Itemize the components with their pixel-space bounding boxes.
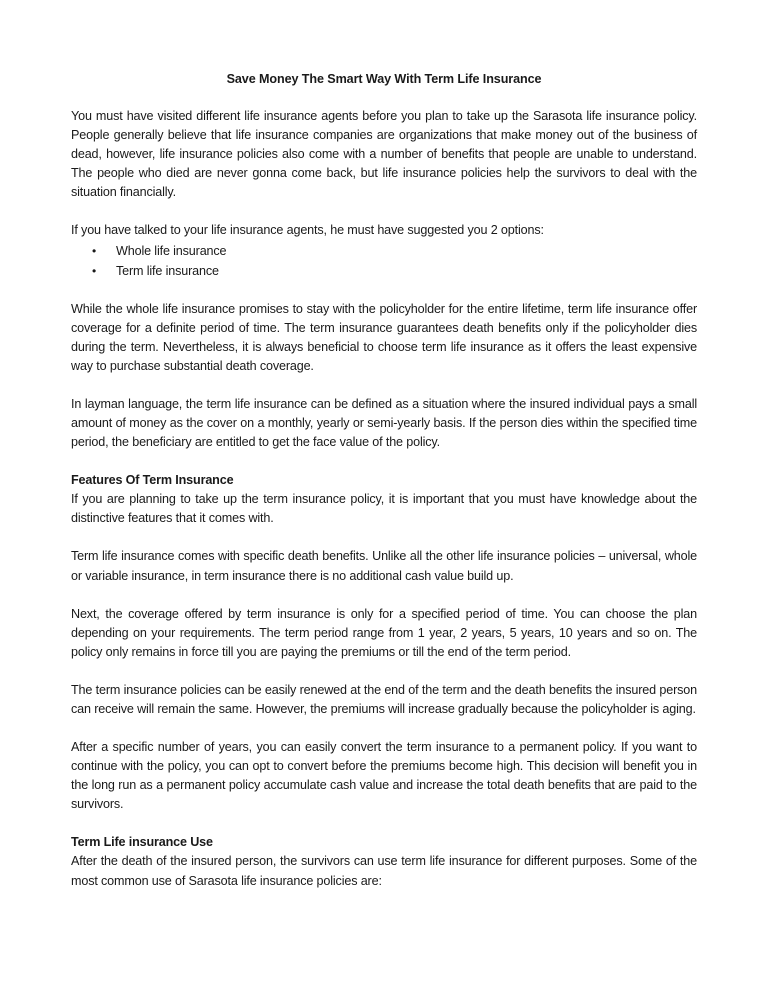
features-heading: Features Of Term Insurance <box>71 473 234 488</box>
whole-vs-term-paragraph: While the whole life insurance promises to stay with the policyholder for the entire lifetime, term life insurance offer coverage for a definite period of time. The term insurance guarantees death benefits only if the policyholder dies during the term. Nevertheless, it is always beneficial to choose term life insurance as it offers the least expensive way to purchase substantial death coverage. <box>71 301 697 373</box>
list-item <box>71 261 697 281</box>
death-benefits-paragraph: Term life insurance comes with specific death benefits. Unlike all the other life insurance policies – universal, whole or variable insurance, in term insurance there is no additional cash value build up. <box>71 549 697 583</box>
bullet-icon: • <box>92 243 97 258</box>
renewal-paragraph: The term insurance policies can be easily renewed at the end of the term and the death benefits the insured person can receive will remain the same. However, the premiums will increase gradually because the policyholder is aging. <box>71 682 697 716</box>
features-intro-paragraph: If you are planning to take up the term insurance policy, it is important that you must have knowledge about the distinctive features that it comes with. <box>71 492 697 526</box>
list-item <box>71 241 697 261</box>
list-item-label: Whole life insurance <box>116 243 227 258</box>
use-intro-paragraph: After the death of the insured person, the survivors can use term life insurance for different purposes. Some of the most common use of Sarasota life insurance policies are: <box>71 854 697 888</box>
conversion-paragraph: After a specific number of years, you can easily convert the term insurance to a permanent policy. If you want to continue with the policy, you can opt to convert before the premiums become high. This decision will benefit you in the long run as a permanent policy accumulate cash value and increase the total death benefits that are paid to the survivors. <box>71 740 697 812</box>
document-title: Save Money The Smart Way With Term Life Insurance <box>226 72 542 86</box>
list-item-label: Term life insurance <box>116 263 219 278</box>
use-heading: Term Life insurance Use <box>71 835 213 850</box>
bullet-icon: • <box>92 263 97 278</box>
options-list <box>71 241 697 281</box>
intro-paragraph: You must have visited different life insurance agents before you plan to take up the Sarasota life insurance policy. People generally believe that life insurance companies are organizations that make money out of the business of dead, however, life insurance policies also come with a number of benefits that people are unable to understand. The people who died are never gonna come back, but life insurance policies help the survivors to deal with the situation financially. <box>71 109 697 200</box>
document-page <box>71 70 697 891</box>
options-lead-paragraph: If you have talked to your life insurance agents, he must have suggested you 2 options: <box>71 223 544 238</box>
layman-paragraph: In layman language, the term life insurance can be defined as a situation where the insured individual pays a small amount of money as the cover on a monthly, yearly or semi-yearly basis. If the person dies within the specified time period, the beneficiary are entitled to get the face value of the policy. <box>71 396 697 450</box>
coverage-period-paragraph: Next, the coverage offered by term insurance is only for a specified period of time. You can choose the plan depending on your requirements. The term period range from 1 year, 2 years, 5 years, 10 years and so on. The policy only remains in force till you are paying the premiums or till the end of the term period. <box>71 606 697 659</box>
